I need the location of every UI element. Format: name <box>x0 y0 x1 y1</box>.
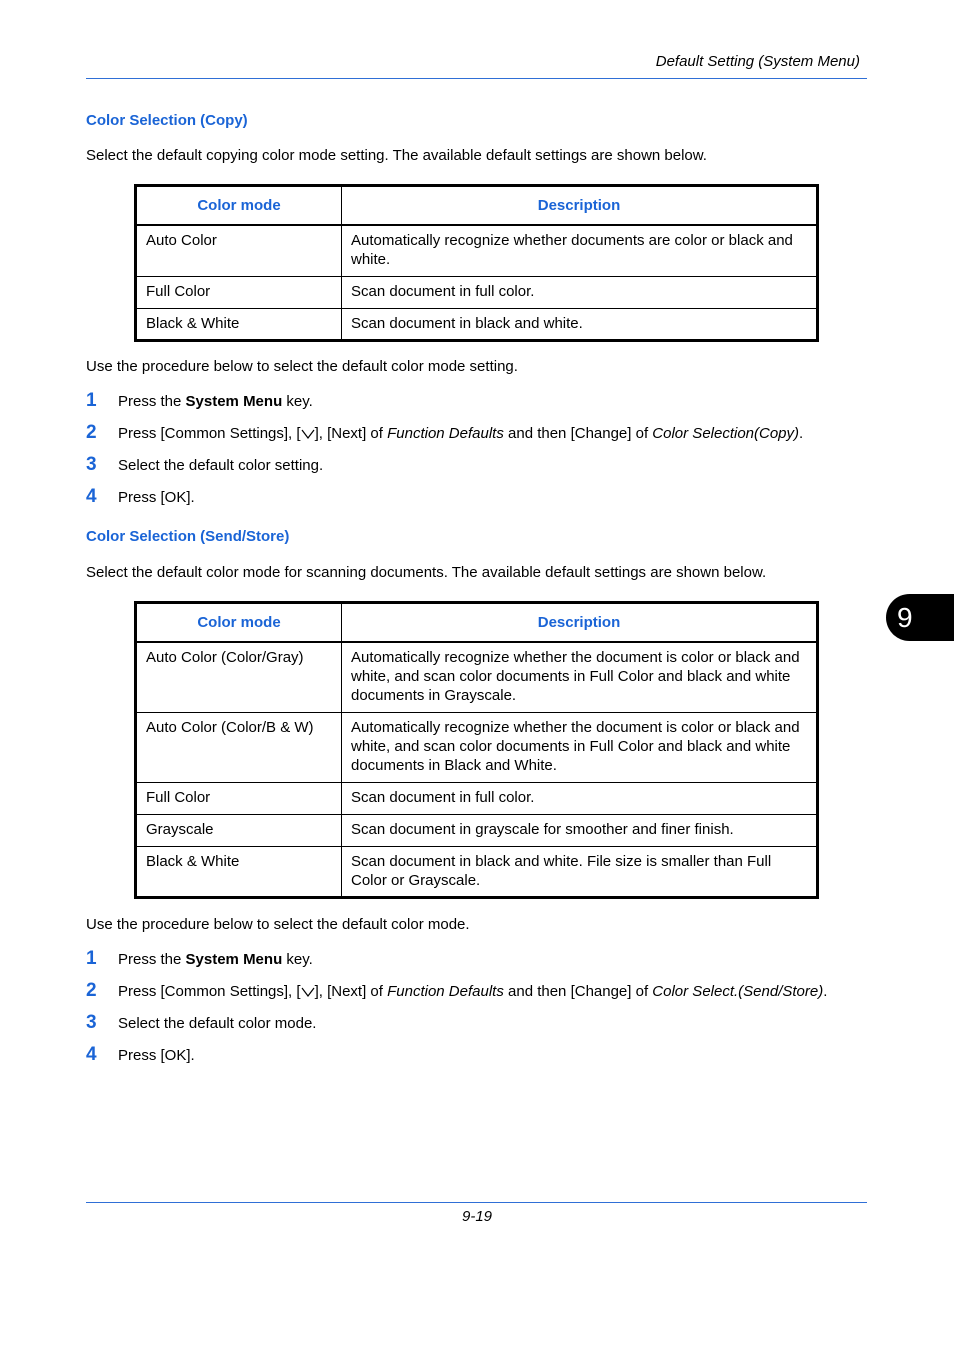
step-number: 1 <box>86 390 97 411</box>
table-cell-mode: Auto Color (Color/Gray) <box>136 642 342 713</box>
table-cell-mode: Full Color <box>136 783 342 815</box>
send-step-1 <box>86 948 313 970</box>
table-cell-description: Scan document in black and white. File size is smaller than Full Color or Grayscale. <box>342 847 818 898</box>
header-rule <box>86 78 867 79</box>
chevron-down-icon <box>301 429 315 439</box>
table-row <box>136 642 818 713</box>
step-menu-name: Function Defaults <box>387 425 504 442</box>
table-cell-description: Automatically recognize whether documents are color or black and white. <box>342 225 818 277</box>
table-header-description: Description <box>342 603 818 643</box>
footer-rule <box>86 1202 867 1203</box>
step-number: 3 <box>86 454 97 475</box>
step-number: 4 <box>86 486 97 507</box>
copy-step-1 <box>86 390 313 412</box>
step-number: 2 <box>86 980 97 1001</box>
table-cell-mode: Full Color <box>136 277 342 309</box>
send-step-3 <box>86 1012 316 1034</box>
step-number: 4 <box>86 1044 97 1065</box>
step-number: 3 <box>86 1012 97 1033</box>
table-row <box>136 713 818 783</box>
step-menu-name: Function Defaults <box>387 983 504 1000</box>
step-text: Press [Common Settings], [ <box>118 983 301 1000</box>
send-step-2 <box>86 980 827 1002</box>
table-row <box>136 783 818 815</box>
step-text: Press the <box>118 951 186 968</box>
send-color-mode-table <box>134 601 819 899</box>
chapter-tab: 9 <box>886 594 954 641</box>
copy-step-3 <box>86 454 323 476</box>
table-row <box>136 847 818 898</box>
table-row <box>136 277 818 309</box>
table-cell-mode: Auto Color (Color/B & W) <box>136 713 342 783</box>
send-step-4 <box>86 1044 195 1066</box>
send-intro: Select the default color mode for scanning documents. The available default settings are shown below. <box>86 564 767 581</box>
step-text: Press [Common Settings], [ <box>118 425 301 442</box>
step-text: Select the default color mode. <box>118 1015 317 1032</box>
send-procedure-intro: Use the procedure below to select the default color mode. <box>86 916 470 933</box>
step-text: ], [Next] of <box>314 983 388 1000</box>
step-setting-name: Color Select.(Send/Store) <box>652 983 824 1000</box>
table-cell-mode: Black & White <box>136 847 342 898</box>
table-row <box>136 309 818 341</box>
step-key-name: System Menu <box>185 393 283 410</box>
table-cell-description: Automatically recognize whether the document is color or black and white, and scan color documents in Full Color and black and white documents in Black and White. <box>342 713 818 783</box>
copy-step-4 <box>86 486 195 508</box>
table-cell-mode: Auto Color <box>136 225 342 277</box>
table-header-color-mode: Color mode <box>136 603 342 643</box>
step-key-name: System Menu <box>185 951 283 968</box>
table-header-description: Description <box>342 186 818 226</box>
copy-step-2 <box>86 422 803 444</box>
table-cell-description: Scan document in full color. <box>342 783 818 815</box>
step-text: and then [Change] of <box>503 425 653 442</box>
step-text: and then [Change] of <box>503 983 653 1000</box>
step-number: 2 <box>86 422 97 443</box>
step-text: . <box>823 983 828 1000</box>
table-cell-description: Scan document in full color. <box>342 277 818 309</box>
table-cell-mode: Grayscale <box>136 815 342 847</box>
step-text: Press [OK]. <box>118 489 195 506</box>
step-setting-name: Color Selection(Copy) <box>652 425 800 442</box>
table-cell-description: Scan document in black and white. <box>342 309 818 341</box>
section-title-copy: Color Selection (Copy) <box>86 112 248 129</box>
page-number: 9-19 <box>461 1208 493 1225</box>
step-text: ], [Next] of <box>314 425 388 442</box>
table-cell-description: Scan document in grayscale for smoother and finer finish. <box>342 815 818 847</box>
table-cell-mode: Black & White <box>136 309 342 341</box>
table-row <box>136 225 818 277</box>
copy-intro: Select the default copying color mode setting. The available default settings are shown below. <box>86 147 707 164</box>
step-text: key. <box>282 951 313 968</box>
table-row <box>136 815 818 847</box>
copy-color-mode-table <box>134 184 819 342</box>
step-text: key. <box>282 393 313 410</box>
step-text: Press the <box>118 393 186 410</box>
section-title-send-store: Color Selection (Send/Store) <box>86 528 290 545</box>
step-text: . <box>799 425 804 442</box>
step-text: Select the default color setting. <box>118 457 324 474</box>
chevron-down-icon <box>301 987 315 997</box>
table-cell-description: Automatically recognize whether the document is color or black and white, and scan color documents in Full Color and black and white documents in Grayscale. <box>342 642 818 713</box>
copy-procedure-intro: Use the procedure below to select the default color mode setting. <box>86 358 518 375</box>
step-text: Press [OK]. <box>118 1047 195 1064</box>
header-title: Default Setting (System Menu) <box>655 53 860 70</box>
step-number: 1 <box>86 948 97 969</box>
table-header-color-mode: Color mode <box>136 186 342 226</box>
